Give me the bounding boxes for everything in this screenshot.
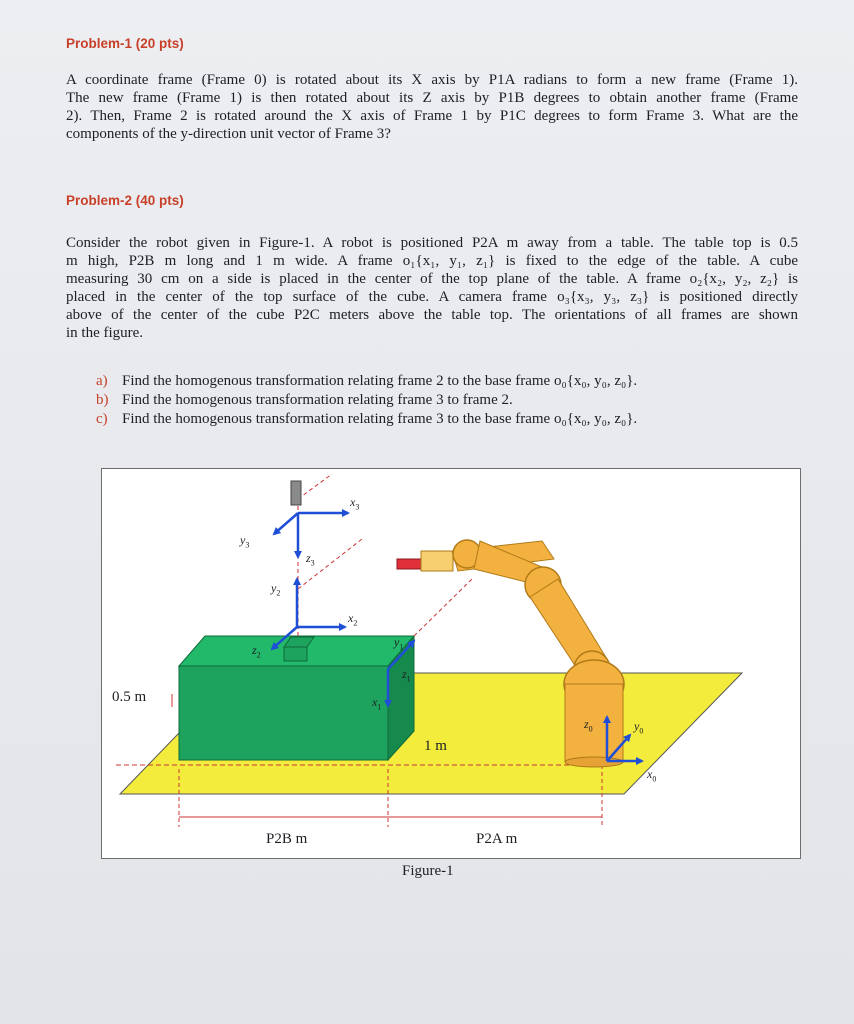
robot-gripper-tip [397, 559, 421, 569]
problem2-subquestions [96, 372, 637, 429]
x0-label: $x_0$ [647, 767, 657, 784]
x3-label: $x_3$ [350, 495, 360, 512]
distance-label: P2A m [476, 831, 518, 847]
problem2-line: m high, P2B m long and 1 m wide. A frame o₁{x₁, y₁, z₁} is fixed to the edge of the table. A cube [66, 253, 798, 269]
y1-label: $y_1$ [394, 635, 404, 652]
subquestion-text: Find the homogenous transformation relating frame 3 to the base frame o₀{x₀, y₀, z₀}. [122, 411, 638, 427]
figure-drawing [102, 469, 800, 858]
height-label: 0.5 m [112, 689, 147, 705]
z1-label: $z_1$ [402, 667, 411, 684]
camera-body [291, 481, 301, 505]
y3-label: $y_3$ [240, 533, 250, 550]
length-label: P2B m [266, 831, 308, 847]
subquestion-text: Find the homogenous transformation relating frame 2 to the base frame o₀{x₀, y₀, z₀}. [122, 373, 638, 389]
subquestion-text: Find the homogenous transformation relating frame 3 to frame 2. [122, 392, 513, 408]
robot-wrist [421, 551, 453, 571]
z3-label: $z_3$ [306, 551, 315, 568]
robot-base-column [565, 684, 623, 762]
problem1-line: 2). Then, Frame 2 is rotated around the X axis of Frame 1 by P1C degrees to form Frame 3. What are the [66, 108, 798, 124]
x1-label: $x_1$ [372, 695, 382, 712]
problem2-line: Consider the robot given in Figure-1. A robot is positioned P2A m away from a table. The table top is 0.5 [66, 235, 798, 251]
problem1-line: components of the y-direction unit vector of Frame 3? [66, 126, 391, 142]
x2-label: $x_2$ [348, 611, 358, 628]
y0-label: $y_0$ [634, 719, 644, 736]
z2-label: $z_2$ [252, 643, 261, 660]
table-edge-dash [414, 579, 472, 636]
camera-dash-line-diag2 [298, 474, 332, 499]
cube-front [179, 666, 388, 760]
problem1-text [66, 71, 798, 143]
problem2-title: Problem-2 (40 pts) [66, 193, 184, 208]
problem2-line: in the figure. [66, 325, 144, 341]
y3-axis [274, 513, 298, 534]
y2-label: $y_2$ [271, 581, 281, 598]
problem2-text [66, 234, 798, 342]
small-cube-front [284, 647, 307, 661]
subquestion-label: a) [96, 373, 108, 389]
z0-label: $z_0$ [584, 717, 593, 734]
problem1-line: A coordinate frame (Frame 0) is rotated about its X axis by P1A radians to form a new frame (Frame 1). [66, 72, 798, 88]
subquestion-a [96, 372, 637, 391]
subquestion-label: c) [96, 411, 108, 427]
problem1-title: Problem-1 (20 pts) [66, 36, 184, 51]
subquestion-label: b) [96, 392, 109, 408]
subquestion-b [96, 391, 637, 410]
figure-caption: Figure-1 [402, 863, 454, 879]
problem2-line: above of the center of the cube P2C meters above the table top. The orientations of all frames are shown [66, 307, 798, 323]
problem1-line: The new frame (Frame 1) is then rotated about its Z axis by P1B degrees to obtain another frame (Frame [66, 90, 798, 106]
width-label: 1 m [424, 738, 447, 754]
figure-1 [101, 468, 801, 859]
problem2-line: placed in the center of the top surface of the cube. A camera frame o₃{x₃, y₃, z₃} is positioned directly [66, 289, 798, 305]
problem2-line: measuring 30 cm on a side is placed in the center of the top plane of the table. A frame o₂{x₂, y₂, z₂} is [66, 271, 798, 287]
subquestion-c [96, 410, 637, 429]
